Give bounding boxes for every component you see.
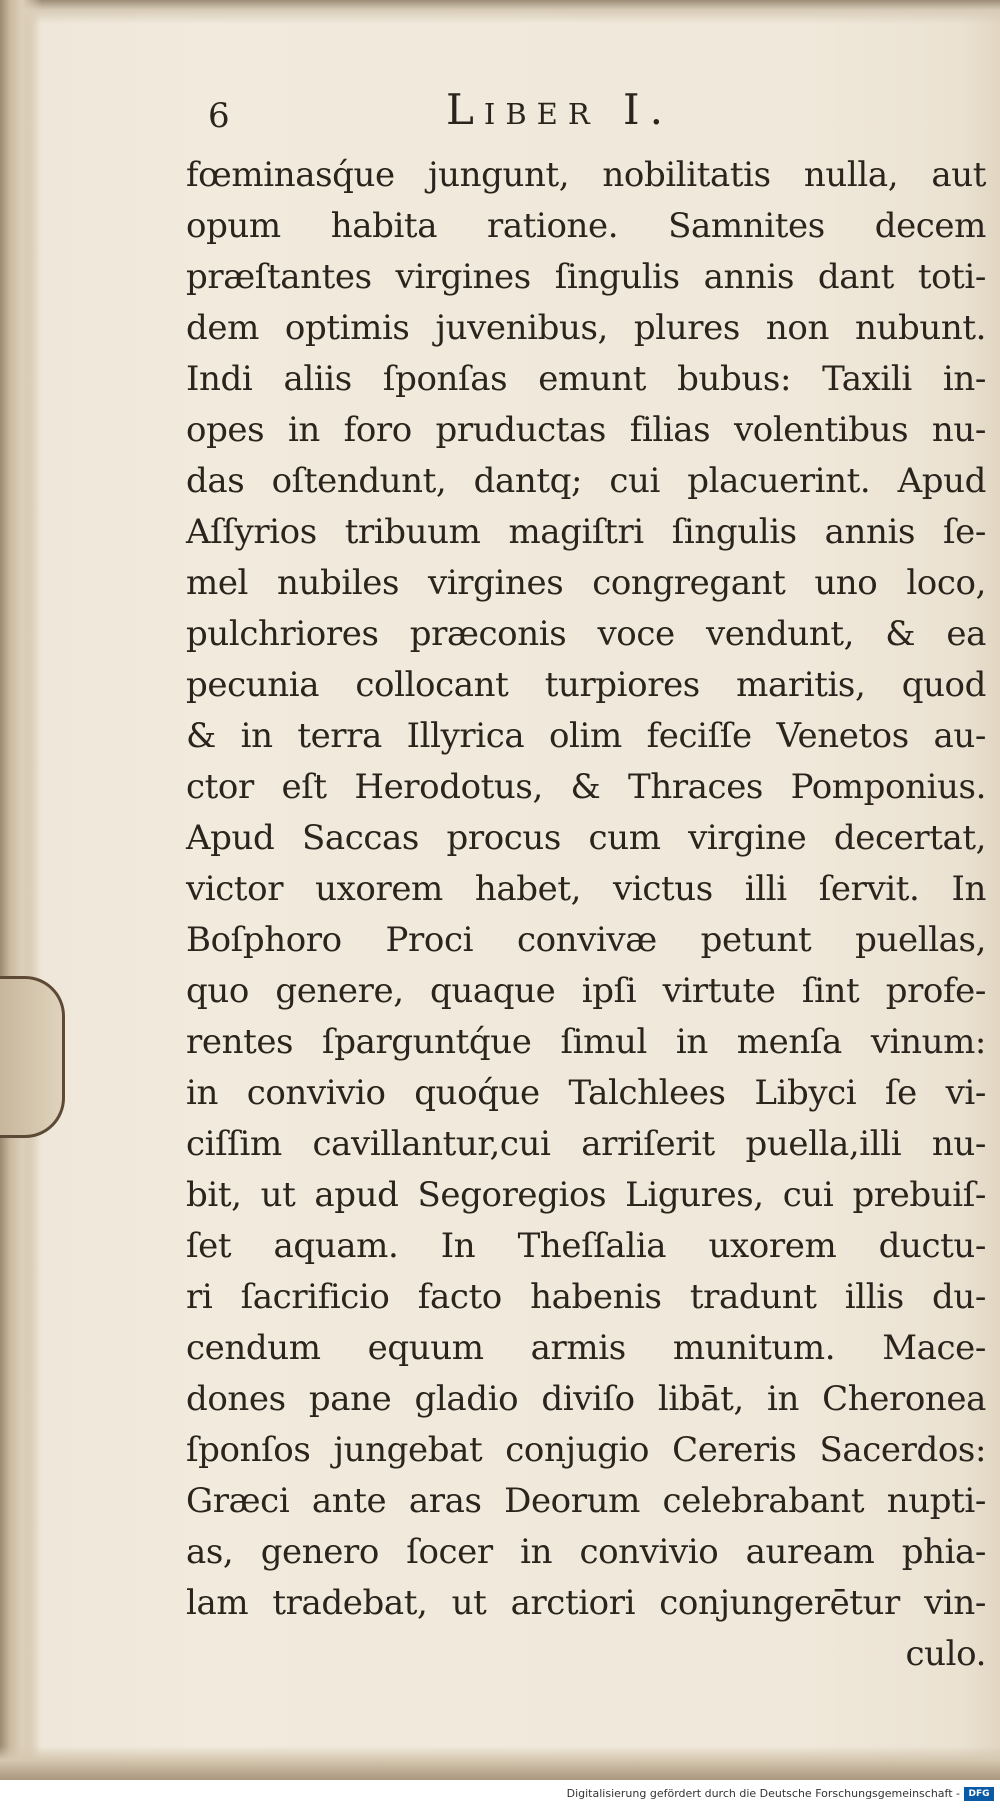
text-line: das oſtendunt, dantq; cui placuerint. Apud — [186, 461, 986, 501]
text-line: opes in foro pruductas filias volentibus nu- — [186, 410, 986, 450]
text-line: victor uxorem habet, victus illi ſervit. In — [186, 869, 986, 909]
text-line: pulchriores præconis voce vendunt, & ea — [186, 614, 986, 654]
dfg-logo[interactable]: DFG — [964, 1787, 994, 1801]
page-number: 6 — [208, 96, 230, 136]
text-line: lam tradebat, ut arctiori conjungerētur vin- — [186, 1583, 986, 1623]
text-line: Aſſyrios tribuum magiſtri ſingulis annis ſe- — [186, 512, 986, 552]
page-bottom-edge — [0, 1746, 1000, 1780]
text-line: præſtantes virgines ſingulis annis dant toti- — [186, 257, 986, 297]
catchword: culo. — [905, 1634, 986, 1674]
text-block — [186, 85, 986, 1680]
text-line: Indi aliis ſponſas emunt bubus: Taxili in- — [186, 359, 986, 399]
text-line: dones pane gladio diviſo libāt, in Cheronea — [186, 1379, 986, 1419]
digitization-note: Digitalisierung gefördert durch die Deutsche Forschungsgemeinschaft - — [566, 1787, 960, 1800]
text-line: fœminasq́ue jungunt, nobilitatis nulla, aut — [186, 155, 986, 195]
text-line: pecunia collocant turpiores maritis, quod — [186, 665, 986, 705]
text-line: Boſphoro Proci convivæ petunt puellas, — [186, 920, 986, 960]
text-line: Græci ante aras Deorum celebrabant nupti- — [186, 1481, 986, 1521]
text-line: opum habita ratione. Samnites decem — [186, 206, 986, 246]
text-line: ſet aquam. In Theſſalia uxorem ductu- — [186, 1226, 986, 1266]
binding-clasp — [0, 976, 65, 1138]
page-left-edge — [0, 0, 42, 1780]
text-line: mel nubiles virgines congregant uno loco, — [186, 563, 986, 603]
text-line: in convivio quoq́ue Talchlees Libyci ſe vi- — [186, 1073, 986, 1113]
text-line: rentes ſparguntq́ue ſimul in menſa vinum: — [186, 1022, 986, 1062]
text-line: dem optimis juvenibus, plures non nubunt. — [186, 308, 986, 348]
text-line: as, genero ſocer in convivio auream phia- — [186, 1532, 986, 1572]
text-line: ctor eſt Herodotus, & Thraces Pomponius. — [186, 767, 986, 807]
body-text — [186, 150, 986, 1680]
text-line: Apud Saccas procus cum virgine decertat, — [186, 818, 986, 858]
text-line: ri ſacrificio facto habenis tradunt illis du- — [186, 1277, 986, 1317]
text-line: cendum equum armis munitum. Mace- — [186, 1328, 986, 1368]
text-line: ſponſos jungebat conjugio Cereris Sacerdos: — [186, 1430, 986, 1470]
text-line: bit, ut apud Segoregios Ligures, cui prebuiſ- — [186, 1175, 986, 1215]
text-line: & in terra Illyrica olim feciſſe Venetos au- — [186, 716, 986, 756]
page-top-edge — [0, 0, 1000, 24]
running-head — [186, 85, 986, 150]
text-line: quo genere, quaque ipſi virtute ſint profe- — [186, 971, 986, 1011]
digitization-footer — [0, 1780, 1000, 1808]
text-line: ciſſim cavillantur,cui arriſerit puella,illi nu- — [186, 1124, 986, 1164]
running-title: Liber I. — [446, 85, 673, 134]
